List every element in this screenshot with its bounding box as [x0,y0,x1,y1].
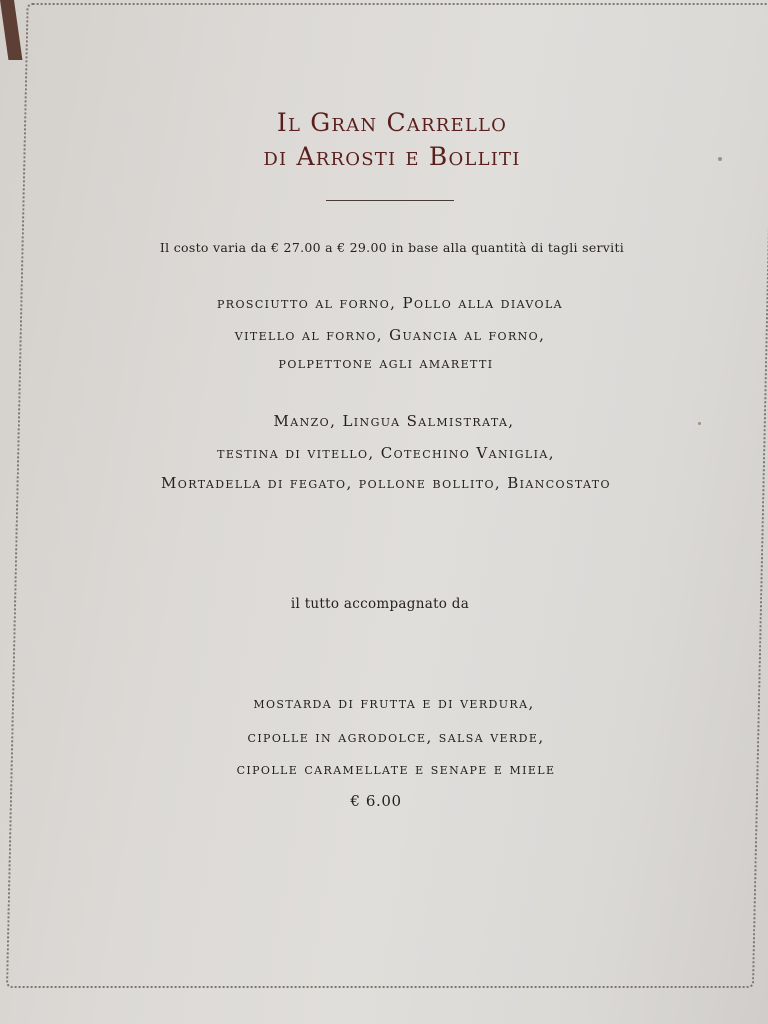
accompaniment-line: mostarda di frutta e di verdura, [253,694,535,712]
table-background [0,0,22,60]
accompaniment-line: cipolle in agrodolce, salsa verde, [247,728,545,746]
menu-title-line-1: Il Gran Carrello [276,108,508,137]
accompaniment-note: il tutto accompagnato da [290,596,470,612]
menu-title-line-2: di Arrosti e Bolliti [263,142,521,171]
paper-stain [718,157,722,161]
bolliti-line: testina di vitello, Cotechino Vaniglia, [217,444,555,462]
title-divider [326,200,454,201]
accompaniment-line: cipolle caramellate e senape e miele [236,760,556,778]
bolliti-line: Mortadella di fegato, pollone bollito, Biancostato [161,474,611,492]
arrosti-line: vitello al forno, Guancia al forno, [234,326,546,344]
arrosti-line: polpettone agli amaretti [278,354,494,372]
accompaniments-price: € 6.00 [350,792,402,810]
paper-stain [698,422,701,425]
price-note: Il costo varia da € 27.00 a € 29.00 in base alla quantità di tagli serviti [159,240,625,255]
arrosti-line: prosciutto al forno, Pollo alla diavola [216,294,563,312]
bolliti-line: Manzo, Lingua Salmistrata, [273,412,515,430]
